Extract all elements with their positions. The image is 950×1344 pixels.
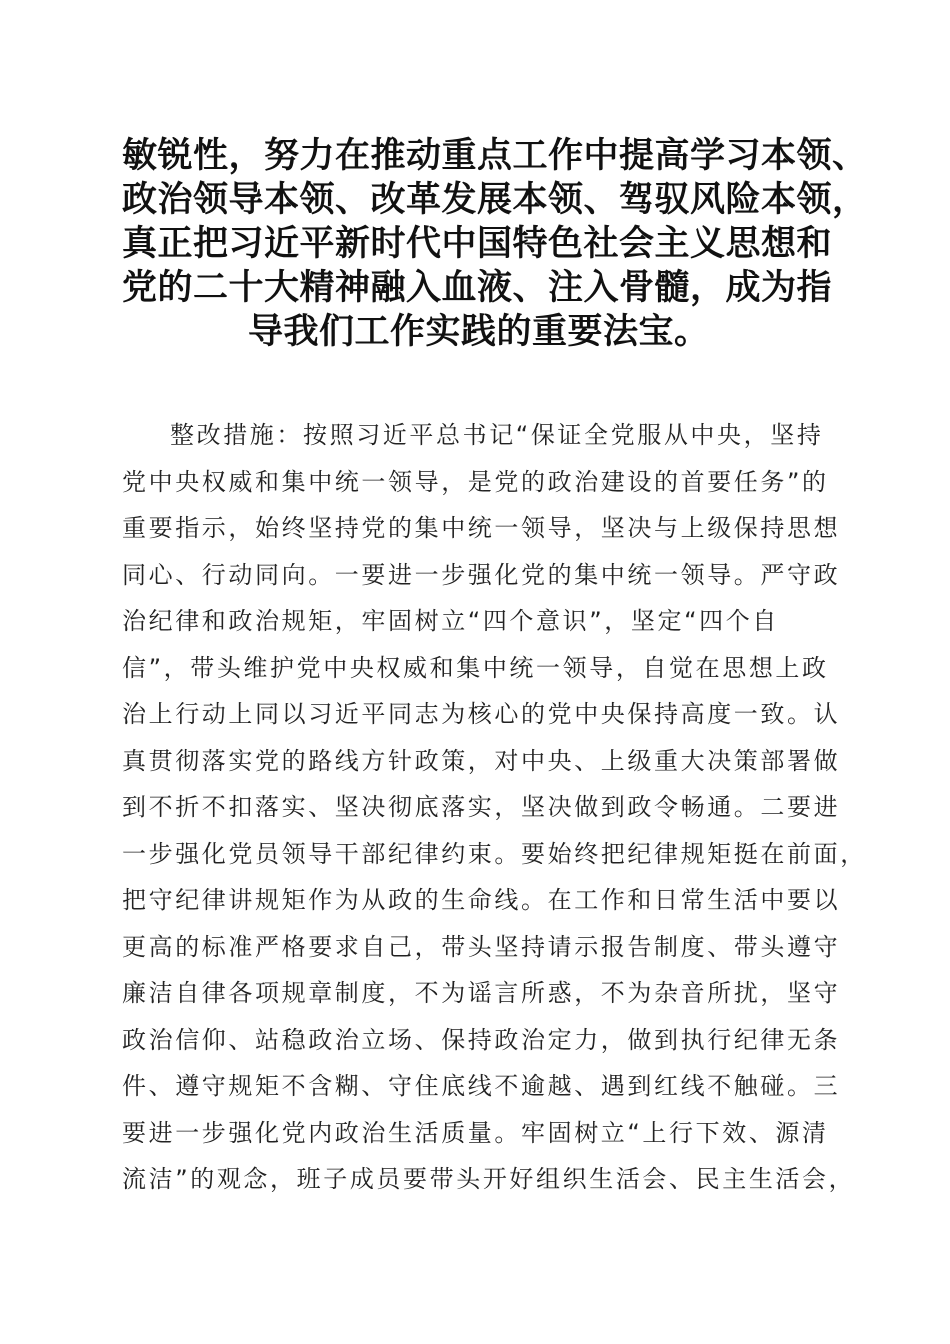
body-line: 整改措施：按照习近平总书记“保证全党服从中央，坚持 xyxy=(170,421,824,449)
body-line: 党中央权威和集中统一领导，是党的政治建设的首要任务”的 xyxy=(122,467,829,496)
body-line: 真贯彻落实党的路线方针政策，对中央、上级重大决策部署做 xyxy=(122,746,841,775)
body-line: 到不折不扣落实、坚决彻底落实，坚决做到政令畅通。二要进 xyxy=(122,793,841,821)
emphasis-paragraph xyxy=(122,134,868,354)
body-line: 廉洁自律各项规章制度，不为谣言所惑，不为杂音所扰，坚守 xyxy=(122,979,841,1007)
body-line: 要进一步强化党内政治生活质量。牢固树立“上行下效、源清 xyxy=(122,1118,829,1147)
body-line: 治上行动上同以习近平同志为核心的党中央保持高度一致。认 xyxy=(122,700,841,728)
body-line: 治纪律和政治规矩，牢固树立“四个意识”，坚定“四个自 xyxy=(122,607,779,635)
emphasis-line: 敏锐性，努力在推动重点工作中提高学习本领、 xyxy=(122,135,868,176)
body-line: 信”，带头维护党中央权威和集中统一领导，自觉在思想上政 xyxy=(122,653,829,682)
body-paragraph xyxy=(122,412,867,1203)
body-line: 把守纪律讲规矩作为从政的生命线。在工作和日常生活中要以 xyxy=(122,886,841,914)
body-line: 更高的标准严格要求自己，带头坚持请示报告制度、带头遵守 xyxy=(122,932,841,961)
body-line: 重要指示，始终坚持党的集中统一领导，坚决与上级保持思想 xyxy=(122,514,841,542)
emphasis-line: 真正把习近平新时代中国特色社会主义思想和 xyxy=(122,223,833,264)
body-line: 政治信仰、站稳政治立场、保持政治定力，做到执行纪律无条 xyxy=(122,1025,841,1054)
emphasis-line: 政治领导本领、改革发展本领、驾驭风险本领， xyxy=(122,179,868,220)
body-line: 一步强化党员领导干部纪律约束。要始终把纪律规矩挺在前面， xyxy=(122,839,867,868)
emphasis-line: 导我们工作实践的重要法宝。 xyxy=(248,311,710,352)
body-line: 流洁”的观念，班子成员要带头开好组织生活会、民主生活会， xyxy=(122,1165,856,1193)
emphasis-line: 党的二十大精神融入血液、注入骨髓，成为指 xyxy=(122,267,833,308)
body-line: 同心、行动同向。一要进一步强化党的集中统一领导。严守政 xyxy=(122,560,841,589)
body-line: 件、遵守规矩不含糊、守住底线不逾越、遇到红线不触碰。三 xyxy=(122,1072,841,1100)
